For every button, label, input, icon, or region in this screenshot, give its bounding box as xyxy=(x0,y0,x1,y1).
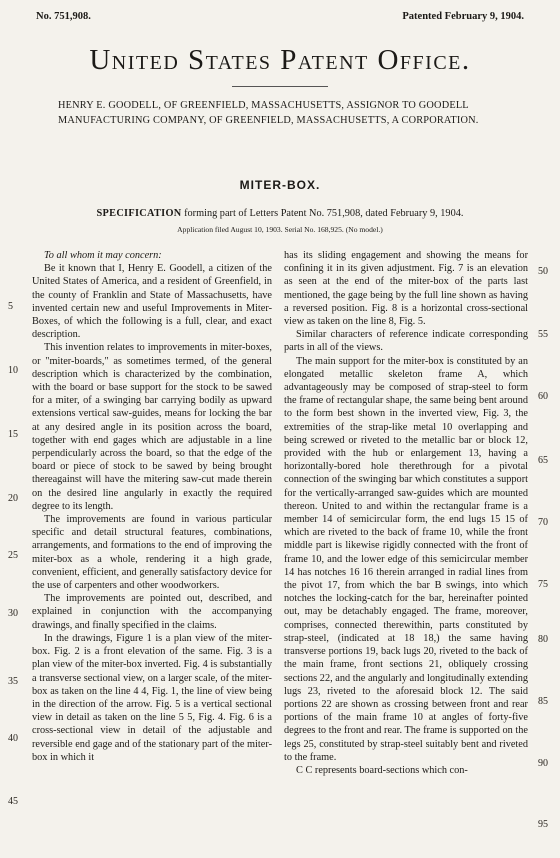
line-number: 55 xyxy=(538,329,548,340)
patent-number: No. 751,908. xyxy=(36,11,91,22)
line-number: 50 xyxy=(538,266,548,277)
specification-line xyxy=(0,208,560,219)
paragraph: The main support for the miter-box is constituted by an elongated metallic skeleton frame A, which advantageously may be composed of strap-steel to form the frame of rectangular shape, the same being bent around to the form best shown in the inverted view, Fig. 3, the extremities of the strap-like metal 10 overlapping and being screwed or riveted to the metallic bar or block 12, provided with the hub or enlargement 13, having a horizontally-bored hole therethrough for a pivotal connection of the swinging bar which constitutes a support for the vertically-arranged saw-guides which are mounted thereon. United to and within the rectangular frame is a member 14 of semicircular form, the end lugs 15 15 of which are riveted to the back of frame 10, while the front middle part is likewise rigidly connected with the front of frame 10, and the lower edge of this semicircular member 14 has notches 16 16 therein arranged in radial lines from the pivot 17, from which the bar B swings, into which notches the locking-catch for the bar, hereinafter pointed out, may be detachably engaged. The frame, moreover, comprises, connected therewithin, parts constituted by strap-steel, (indicated at 18 18,) the same having transverse portions 19, back lugs 20, riveted to the back of the main frame, front sections 21, obliquely crossing sections 22, and the angularly and longitudinally extending lugs 23, riveted to the aforesaid block 12. The said portions 22 are shown as crossing between front and rear portions of the main frame 10 at angles of forty-five degrees to the front and rear. The frame is supported on the legs 25, constituted by strap-steel suitably bent and riveted to the frame. xyxy=(284,355,528,763)
specification-text: forming part of Letters Patent No. 751,908, dated February 9, 1904. xyxy=(184,208,464,219)
right-column xyxy=(284,249,528,777)
paragraph: Similar characters of reference indicate corresponding parts in all of the views. xyxy=(284,329,528,354)
application-line: Application filed August 10, 1903. Serial No. 168,925. (No model.) xyxy=(177,225,383,234)
paragraph: The improvements are pointed out, described, and explained in conjunction with the accompanying drawings, and finally specified in the claims. xyxy=(32,593,272,631)
line-number: 75 xyxy=(538,579,548,590)
line-number: 10 xyxy=(8,365,18,376)
paragraph: The improvements are found in various particular specific and detail structural features, combinations, arrangements, and formations to the end of improving the miter-box as a whole, rendering it a high grade, convenient, efficient, and generally satisfactory device for the use of carpenters and other woodworkers. xyxy=(32,514,272,592)
title-divider xyxy=(232,86,328,87)
paragraph: This invention relates to improvements in miter-boxes, or "miter-boards," as sometimes termed, of the general description which is characterized by the combination, with the board or base support for the stock to be sawed for a miter, of a swinging bar carrying bodily as upward extensions vertical saw-guides, means for locking the bar at any desired angle in its position across the board, together with end gages which are adjustable in a line perpendicularly across the board, so that the edge of the board or piece of stock to be sawed by being brought thereagainst will have the mitering saw-cut made therein on the desired line angularly in exactly the required degree to its length. xyxy=(32,342,272,512)
line-number: 60 xyxy=(538,391,548,402)
invention-title: MITER-BOX. xyxy=(239,178,321,192)
line-number: 40 xyxy=(8,733,18,744)
line-number: 85 xyxy=(538,696,548,707)
office-title: United States Patent Office. xyxy=(89,44,471,76)
line-number: 5 xyxy=(8,301,13,312)
line-number: 15 xyxy=(8,429,18,440)
line-number: 80 xyxy=(538,634,548,645)
paragraph: has its sliding engagement and showing the means for confining it in its given adjustment. Fig. 7 is an elevation as seen at the end of the miter-box of the parts last mentioned, the gage being by the full line shown as having a reversed position. Fig. 8 is a horizontal cross-sectional view as taken on the line 8, Fig. 5. xyxy=(284,250,528,328)
paragraph: In the drawings, Figure 1 is a plan view of the miter-box. Fig. 2 is a front elevation of the same. Fig. 3 is a plan view of the miter-box inverted. Fig. 4 is substantially a transverse sectional view, on a larger scale, of the miter-box as taken on the line 4 4, Fig. 1, the line of view being in the direction of the arrow. Fig. 5 is a vertical sectional view in detail as taken on the line 5 5, Fig. 4. Fig. 6 is a cross-sectional view in detail of the adjustable and reversible end gage and of the stationary part of the miter-box in which it xyxy=(32,632,272,763)
specification-label: SPECIFICATION xyxy=(96,208,182,219)
line-number: 65 xyxy=(538,455,548,466)
line-number: 35 xyxy=(8,676,18,687)
line-number: 95 xyxy=(538,819,548,830)
line-number: 90 xyxy=(538,758,548,769)
line-number: 70 xyxy=(538,517,548,528)
assignor-block: HENRY E. GOODELL, OF GREENFIELD, MASSACHUSETTS, ASSIGNOR TO GOODELL MANUFACTURING COMPANY, OF GREENFIELD, MASSACHUSETTS, A CORPORATION. xyxy=(58,100,479,126)
line-number: 20 xyxy=(8,493,18,504)
line-number: 30 xyxy=(8,608,18,619)
left-column xyxy=(32,249,272,764)
salutation: To all whom it may concern: xyxy=(44,250,162,261)
line-number: 25 xyxy=(8,550,18,561)
patent-date: Patented February 9, 1904. xyxy=(402,11,524,22)
paragraph: Be it known that I, Henry E. Goodell, a citizen of the United States of America, and a resident of Greenfield, in the county of Franklin and State of Massachusetts, have invented certain new and useful Improvements in Miter-Boxes, of which the following is a full, clear, and exact description. xyxy=(32,263,272,341)
paragraph: C C represents board-sections which con- xyxy=(296,764,468,776)
line-number: 45 xyxy=(8,796,18,807)
